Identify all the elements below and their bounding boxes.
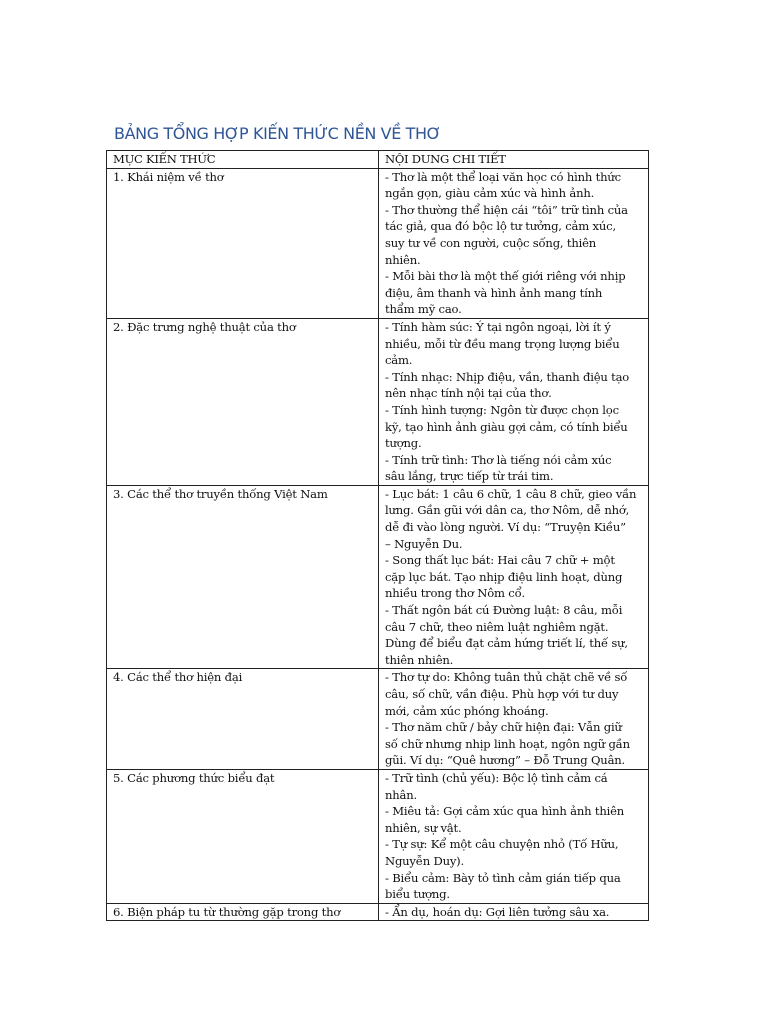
content-line: câu 7 chữ, theo niêm luật nghiêm ngặt. xyxy=(385,619,609,634)
content-line: số chữ nhưng nhịp linh hoạt, ngôn ngữ gần xyxy=(385,736,630,751)
content-line: tác giả, qua đó bộc lộ tư tưởng, cảm xúc, xyxy=(385,219,616,234)
row-topic-cell xyxy=(107,769,379,903)
content-line: thẩm mỹ cao. xyxy=(385,302,462,317)
row-content-cell xyxy=(379,485,649,669)
content-line: - Song thất lục bát: Hai câu 7 chữ + một xyxy=(385,553,615,568)
table-row xyxy=(107,168,649,318)
table-row xyxy=(107,485,649,669)
content-line: nhiều trong thơ Nôm cổ. xyxy=(385,586,525,601)
content-line: gũi. Ví dụ: “Quê hương” – Đỗ Trung Quân. xyxy=(385,753,626,768)
content-line: nhiên. xyxy=(385,252,421,267)
row-topic: 3. Các thể thơ truyền thống Việt Nam xyxy=(113,486,328,501)
content-line: cặp lục bát. Tạo nhịp điệu linh hoạt, dùng xyxy=(385,569,623,584)
content-line: - Ẩn dụ, hoán dụ: Gợi liên tưởng sâu xa. xyxy=(385,904,610,919)
content-line: nhân. xyxy=(385,787,417,802)
table-row xyxy=(107,669,649,770)
row-topic: 4. Các thể thơ hiện đại xyxy=(113,670,243,685)
content-line: - Mỗi bài thơ là một thế giới riêng với nhịp xyxy=(385,269,626,284)
content-line: - Thất ngôn bát cú Đường luật: 8 câu, mỗi xyxy=(385,603,623,618)
row-topic-cell xyxy=(107,903,379,921)
row-content-cell xyxy=(379,669,649,770)
row-topic-cell xyxy=(107,485,379,669)
table-body xyxy=(107,168,649,921)
content-line: điệu, âm thanh và hình ảnh mang tính xyxy=(385,285,603,300)
content-line: - Tính hàm súc: Ý tại ngôn ngoại, lời ít ý xyxy=(385,319,611,334)
header-content: NỘI DUNG CHI TIẾT xyxy=(379,151,649,169)
content-line: - Thơ tự do: Không tuân thủ chặt chẽ về số xyxy=(385,670,628,685)
row-topic: 1. Khái niệm về thơ xyxy=(113,169,224,184)
row-topic-cell xyxy=(107,669,379,770)
row-content-cell xyxy=(379,168,649,318)
content-line: - Tính trữ tình: Thơ là tiếng nói cảm xúc xyxy=(385,452,612,467)
content-line: tượng. xyxy=(385,436,422,451)
content-line: nên nhạc tính nội tại của thơ. xyxy=(385,386,552,401)
row-content-cell xyxy=(379,769,649,903)
row-content-cell xyxy=(379,903,649,921)
header-topic: MỤC KIẾN THỨC xyxy=(107,151,379,169)
content-line: lưng. Gần gũi với dân ca, thơ Nôm, dễ nhớ, xyxy=(385,503,630,518)
content-line: - Miêu tả: Gợi cảm xúc qua hình ảnh thiên xyxy=(385,804,625,819)
table-row xyxy=(107,903,649,921)
content-line: - Tự sự: Kể một câu chuyện nhỏ (Tố Hữu, xyxy=(385,837,619,852)
content-line: nhiên, sự vật. xyxy=(385,820,462,835)
content-line: suy tư về con người, cuộc sống, thiên xyxy=(385,235,597,250)
content-line: cảm. xyxy=(385,353,413,368)
row-topic-cell xyxy=(107,318,379,485)
content-line: - Tính nhạc: Nhịp điệu, vần, thanh điệu tạo xyxy=(385,369,630,384)
row-topic: 6. Biện pháp tu từ thường gặp trong thơ xyxy=(113,904,341,919)
content-line: sâu lắng, trực tiếp từ trái tim. xyxy=(385,469,554,484)
content-line: Dùng để biểu đạt cảm hứng triết lí, thế sự, xyxy=(385,636,628,651)
content-line: - Thơ là một thể loại văn học có hình thức xyxy=(385,169,621,184)
content-line: ngắn gọn, giàu cảm xúc và hình ảnh. xyxy=(385,186,595,201)
content-line: biểu tượng. xyxy=(385,887,450,902)
content-line: - Tính hình tượng: Ngôn từ được chọn lọc xyxy=(385,402,619,417)
content-line: – Nguyễn Du. xyxy=(385,536,463,551)
content-line: câu, số chữ, vần điệu. Phù hợp với tư duy xyxy=(385,687,619,701)
content-line: - Trữ tình (chủ yếu): Bộc lộ tình cảm cá xyxy=(385,770,608,785)
content-line: - Thơ thường thể hiện cái “tôi” trữ tình của xyxy=(385,202,628,217)
row-topic: 2. Đặc trưng nghệ thuật của thơ xyxy=(113,319,296,334)
row-topic-cell xyxy=(107,168,379,318)
content-line: - Thơ năm chữ / bảy chữ hiện đại: Vẫn giữ xyxy=(385,720,622,735)
table-header-row xyxy=(107,151,649,169)
table-row xyxy=(107,318,649,485)
content-line: - Biểu cảm: Bày tỏ tình cảm gián tiếp qua xyxy=(385,870,621,885)
content-line: thiên nhiên. xyxy=(385,652,454,667)
content-line: kỹ, tạo hình ảnh giàu gợi cảm, có tính biểu xyxy=(385,419,628,434)
content-line: Nguyễn Duy). xyxy=(385,853,464,868)
row-topic: 5. Các phương thức biểu đạt xyxy=(113,770,275,785)
table-row xyxy=(107,769,649,903)
content-line: mới, cảm xúc phóng khoáng. xyxy=(385,703,549,718)
row-content-cell xyxy=(379,318,649,485)
content-line: - Lục bát: 1 câu 6 chữ, 1 câu 8 chữ, gieo vần xyxy=(385,486,637,501)
document-title: BẢNG TỔNG HỢP KIẾN THỨC NỀN VỀ THƠ xyxy=(114,124,441,143)
content-line: nhiều, mỗi từ đều mang trọng lượng biểu xyxy=(385,336,620,351)
content-line: dễ đi vào lòng người. Ví dụ: “Truyện Kiều” xyxy=(385,520,626,535)
knowledge-table xyxy=(106,150,649,921)
